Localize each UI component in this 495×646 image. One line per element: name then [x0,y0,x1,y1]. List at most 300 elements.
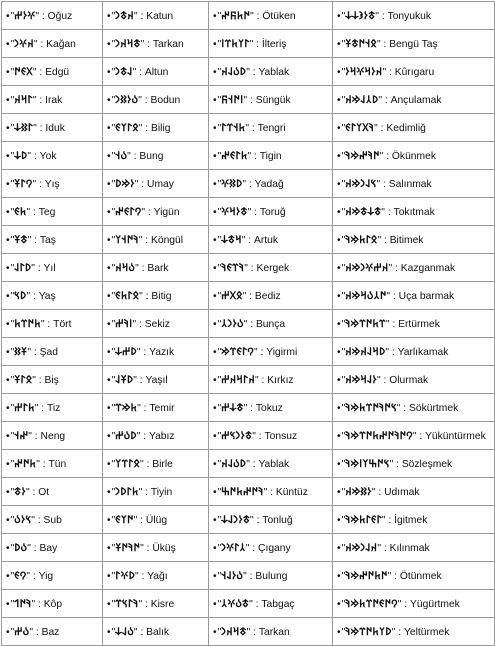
separator: : [39,10,48,22]
bullet: • [107,66,111,78]
open-quote: " [341,150,346,162]
glossary-entry [333,618,495,646]
turkish-word: Yış [44,178,60,190]
glossary-body [2,2,495,646]
glossary-entry [2,366,103,394]
runic-word: 𐰚𐰓𐰠𐰃𐰏 [345,121,375,134]
runic-word: 𐰖𐰔𐰸 [115,345,137,358]
separator: : [249,542,259,554]
runic-word: 𐰘𐰇𐰚𐰇𐰤𐱅𐰇𐰼𐰢𐰚 [345,429,413,442]
turkish-word: Ot [38,486,50,498]
turkish-word: Tarkan [152,38,184,50]
turkish-word: Artuk [254,234,279,246]
separator: : [249,458,259,470]
glossary-entry [209,254,333,282]
glossary-table [1,1,495,646]
separator: : [381,234,390,246]
close-quote: " [255,374,259,386]
close-quote: " [391,626,396,638]
open-quote: " [341,430,346,442]
open-quote: " [217,262,222,274]
glossary-entry [333,114,495,142]
close-quote: " [246,66,250,78]
glossary-entry [209,562,333,590]
runic-word: 𐰾𐰚𐰔 [115,317,133,330]
glossary-entry [333,478,495,506]
glossary-entry [103,142,209,170]
separator: : [142,122,152,134]
open-quote: " [10,262,15,274]
bullet: • [107,206,111,218]
bullet: • [337,290,341,302]
runic-word: 𐰉𐰔 [14,625,30,638]
table-row [2,86,495,114]
glossary-entry [103,170,209,198]
bullet: • [337,262,341,274]
separator: : [44,318,54,330]
separator: : [384,206,394,218]
glossary-entry [2,590,103,618]
separator: : [247,262,257,274]
open-quote: " [111,458,116,470]
bullet: • [337,150,341,162]
bullet: • [107,290,111,302]
bullet: • [213,374,217,386]
separator: : [142,486,151,498]
open-quote: " [341,262,346,274]
turkish-word: Yazık [149,346,175,358]
table-row [2,478,495,506]
close-quote: " [243,570,247,582]
open-quote: " [111,66,116,78]
close-quote: " [379,150,384,162]
turkish-word: Tiyin [150,486,173,498]
runic-word: 𐱅𐰃𐰏𐰤 [221,149,248,162]
open-quote: " [217,430,222,442]
glossary-entry [209,310,333,338]
bullet: • [6,514,10,526]
turkish-word: Bitig [151,290,172,302]
close-quote: " [27,234,32,246]
close-quote: " [381,514,386,526]
runic-word: 𐱅𐰃𐰖𐰣 [115,485,139,498]
separator: : [38,402,47,414]
turkish-word: Bediz [254,290,281,302]
table-row [2,30,495,58]
open-quote: " [10,458,15,470]
separator: : [247,402,256,414]
close-quote: " [242,290,247,302]
runic-word: 𐰖𐱁𐰞 [115,373,134,386]
glossary-entry [333,422,495,450]
runic-word: 𐰖𐰃𐰞 [14,261,32,274]
separator: : [142,234,151,246]
close-quote: " [141,206,146,218]
runic-word: 𐰃𐰑𐰸 [14,121,34,134]
runic-word: 𐰽𐰆𐰉 [14,513,32,526]
glossary-entry [2,422,103,450]
open-quote: " [217,150,222,162]
close-quote: " [27,150,32,162]
bullet: • [107,122,111,134]
glossary-entry [2,30,103,58]
runic-word: 𐰤𐰭 [14,429,29,442]
glossary-entry [2,170,103,198]
turkish-word: Yigirmi [266,346,298,358]
separator: : [31,150,40,162]
runic-word: 𐰇𐰚𐰤𐰢𐰚 [345,149,380,162]
turkish-word: Tigin [259,150,282,162]
turkish-word: Tokıtmak [393,206,435,218]
separator: : [30,542,40,554]
bullet: • [337,346,341,358]
separator: : [246,290,255,302]
close-quote: " [375,10,379,22]
turkish-word: İlteriş [261,38,287,50]
table-row [2,590,495,618]
runic-word: 𐱃𐰆𐰣𐰞𐰸 [221,513,251,526]
close-quote: " [140,542,144,554]
glossary-entry [333,338,495,366]
bullet: • [107,598,111,610]
close-quote: " [243,318,248,330]
separator: : [380,38,390,50]
close-quote: " [29,626,33,638]
glossary-entry [333,226,495,254]
glossary-entry [209,338,333,366]
separator: : [377,122,387,134]
bullet: • [213,542,217,554]
runic-word: 𐱅𐰇𐰤 [14,457,37,470]
separator: : [142,290,152,302]
bullet: • [337,626,341,638]
glossary-entry [333,282,495,310]
turkish-word: Bunça [255,318,286,330]
bullet: • [6,626,10,638]
table-row [2,534,495,562]
bullet: • [107,346,111,358]
bullet: • [213,598,217,610]
open-quote: " [111,262,116,274]
close-quote: " [136,346,141,358]
glossary-entry [209,114,333,142]
runic-word: 𐰘𐰃𐱁 [14,177,33,190]
runic-word: 𐰉𐰆𐰑𐰣 [115,93,139,106]
open-quote: " [341,346,346,358]
close-quote: " [34,402,39,414]
runic-word: 𐱃𐰆𐰺𐰍 [221,205,248,218]
open-quote: " [217,626,222,638]
turkish-word: Tün [48,458,67,470]
runic-word: 𐰽𐰞𐰣𐰢𐰴 [345,177,377,190]
glossary-entry [209,618,333,646]
close-quote: " [377,374,381,386]
glossary-entry [103,30,209,58]
separator: : [30,570,39,582]
separator: : [251,150,260,162]
runic-word: 𐰋𐰃𐱁 [14,373,33,386]
table-row [2,366,495,394]
separator: : [145,206,154,218]
open-quote: " [341,66,346,78]
bullet: • [337,10,341,22]
separator: : [395,626,404,638]
turkish-word: Tarkan [258,626,290,638]
runic-word: 𐰚𐰃𐰽𐰼 [115,597,139,610]
bullet: • [213,10,217,22]
turkish-word: Yaşıl [145,374,168,386]
close-quote: " [139,458,144,470]
runic-word: 𐰘𐰃𐰏𐰤 [115,205,142,218]
glossary-entry [103,450,209,478]
turkish-word: Iduk [45,122,65,134]
separator: : [36,94,46,106]
close-quote: " [138,122,143,134]
turkish-word: Udımak [384,486,420,498]
bullet: • [107,10,111,22]
bullet: • [6,542,10,554]
open-quote: " [111,402,116,414]
bullet: • [6,290,10,302]
separator: : [380,542,390,554]
runic-word: 𐰘𐰏 [14,569,27,582]
glossary-entry [333,58,495,86]
glossary-entry [2,58,103,86]
turkish-word: Yağı [147,570,168,582]
separator: : [385,514,395,526]
close-quote: " [371,486,376,498]
open-quote: " [341,514,346,526]
separator: : [140,430,149,442]
close-quote: " [133,626,138,638]
bullet: • [6,318,10,330]
bullet: • [213,150,217,162]
bullet: • [6,346,10,358]
glossary-entry [103,506,209,534]
open-quote: " [217,458,222,470]
close-quote: " [32,374,36,386]
open-quote: " [111,10,116,22]
separator: : [250,626,259,638]
glossary-entry [103,618,209,646]
close-quote: " [377,542,381,554]
close-quote: " [387,570,392,582]
close-quote: " [263,486,268,498]
close-quote: " [134,178,139,190]
table-row [2,618,495,646]
bullet: • [107,150,111,162]
runic-word: 𐰉𐰆𐰣𐰲 [221,317,244,330]
open-quote: " [217,234,222,246]
bullet: • [6,234,10,246]
turkish-word: Tabgaç [261,598,295,610]
bullet: • [337,570,341,582]
open-quote: " [10,10,15,22]
table-row [2,282,495,310]
separator: : [392,262,401,274]
close-quote: " [138,234,143,246]
runic-word: 𐰴𐱃𐰣 [115,9,134,22]
bullet: • [337,514,341,526]
bullet: • [107,570,111,582]
turkish-word: Yig [38,570,54,582]
separator: : [247,318,256,330]
turkish-word: Yabız [148,430,175,442]
runic-word: 𐰋𐰃𐱅𐰏 [115,289,140,302]
separator: : [136,318,145,330]
glossary-entry [333,170,495,198]
open-quote: " [10,38,15,50]
turkish-word: Yüküntürmek [425,430,486,442]
runic-word: 𐰖𐰍𐰃 [115,569,135,582]
close-quote: " [242,178,247,190]
open-quote: " [341,94,346,106]
bullet: • [213,458,217,470]
open-quote: " [341,570,346,582]
separator: : [130,150,140,162]
runic-word: 𐰇𐰠𐰏 [115,513,134,526]
runic-word: 𐰃𐰠𐱅𐰼𐰾 [221,37,250,50]
turkish-word: Kergek [256,262,290,274]
turkish-word: Tokuz [255,402,283,414]
open-quote: " [10,150,15,162]
open-quote: " [217,10,222,22]
open-quote: " [111,122,116,134]
open-quote: " [10,542,15,554]
runic-word: 𐱅𐰇𐰼𐱅 [14,317,41,330]
open-quote: " [217,38,222,50]
close-quote: " [382,66,387,78]
separator: : [251,206,260,218]
bullet: • [6,10,10,22]
turkish-word: Bulung [255,570,288,582]
turkish-word: Kûrıgaru [394,66,435,78]
separator: : [253,10,263,22]
open-quote: " [341,486,346,498]
separator: : [36,122,46,134]
turkish-word: Irak [45,94,63,106]
separator: : [140,346,150,358]
open-quote: " [10,570,15,582]
runic-word: 𐱅𐰃𐰔 [14,401,35,414]
turkish-word: Ançulamak [390,94,442,106]
open-quote: " [10,598,15,610]
close-quote: " [32,66,37,78]
runic-word: 𐰽𐰇𐰚𐰇𐰼𐱅𐰢𐰚 [345,401,397,414]
open-quote: " [10,374,15,386]
bullet: • [107,38,111,50]
separator: : [143,458,153,470]
runic-word: 𐱃𐰸𐱃𐰢𐰴 [345,205,382,218]
separator: : [37,38,47,50]
glossary-entry [333,86,495,114]
open-quote: " [341,234,346,246]
glossary-entry [2,282,103,310]
close-quote: " [36,458,40,470]
bullet: • [213,94,217,106]
open-quote: " [217,514,222,526]
bullet: • [6,66,10,78]
separator: : [246,178,255,190]
turkish-word: Edgü [45,66,70,78]
close-quote: " [31,262,35,274]
runic-word: 𐰚𐰇𐰭𐰠 [115,233,139,246]
bullet: • [337,374,341,386]
close-quote: " [31,598,36,610]
close-quote: " [241,234,246,246]
turkish-word: Bark [147,262,169,274]
separator: : [389,346,398,358]
separator: : [34,514,44,526]
close-quote: " [33,122,37,134]
close-quote: " [388,262,393,274]
open-quote: " [341,598,346,610]
glossary-entry [333,142,495,170]
glossary-entry [209,590,333,618]
turkish-word: Ülüg [145,514,168,526]
open-quote: " [10,178,15,190]
runic-word: 𐱃𐰉𐰍𐰲 [221,597,250,610]
glossary-entry [209,170,333,198]
turkish-word: Tengri [257,122,286,134]
glossary-entry [2,310,103,338]
bullet: • [337,206,341,218]
glossary-entry [2,198,103,226]
close-quote: " [27,542,31,554]
glossary-entry [333,30,495,58]
close-quote: " [376,178,381,190]
bullet: • [213,570,217,582]
glossary-entry [103,394,209,422]
bullet: • [337,542,341,554]
bullet: • [213,206,217,218]
glossary-entry [103,58,209,86]
separator: : [137,514,146,526]
runic-word: 𐰺𐱃𐰸 [221,233,242,246]
separator: : [245,234,254,246]
close-quote: " [33,38,38,50]
bullet: • [107,542,111,554]
bullet: • [107,430,111,442]
bullet: • [213,66,217,78]
glossary-entry [103,254,209,282]
table-row [2,394,495,422]
bullet: • [6,598,10,610]
close-quote: " [385,346,390,358]
bullet: • [107,402,111,414]
runic-word: 𐰞𐱃𐰣 [115,65,133,78]
turkish-word: Yaş [38,290,56,302]
glossary-entry [103,226,209,254]
close-quote: " [244,262,248,274]
open-quote: " [10,626,15,638]
runic-word: 𐱅𐰏 [14,205,27,218]
turkish-word: Tonsuz [264,430,298,442]
glossary-entry [2,394,103,422]
glossary-entry [2,114,103,142]
glossary-entry [2,226,103,254]
open-quote: " [111,290,116,302]
close-quote: " [376,38,381,50]
table-row [2,562,495,590]
turkish-word: Yadağ [254,178,284,190]
close-quote: " [245,122,249,134]
close-quote: " [250,514,254,526]
separator: : [34,262,44,274]
open-quote: " [10,486,15,498]
close-quote: " [249,38,254,50]
separator: : [381,94,391,106]
